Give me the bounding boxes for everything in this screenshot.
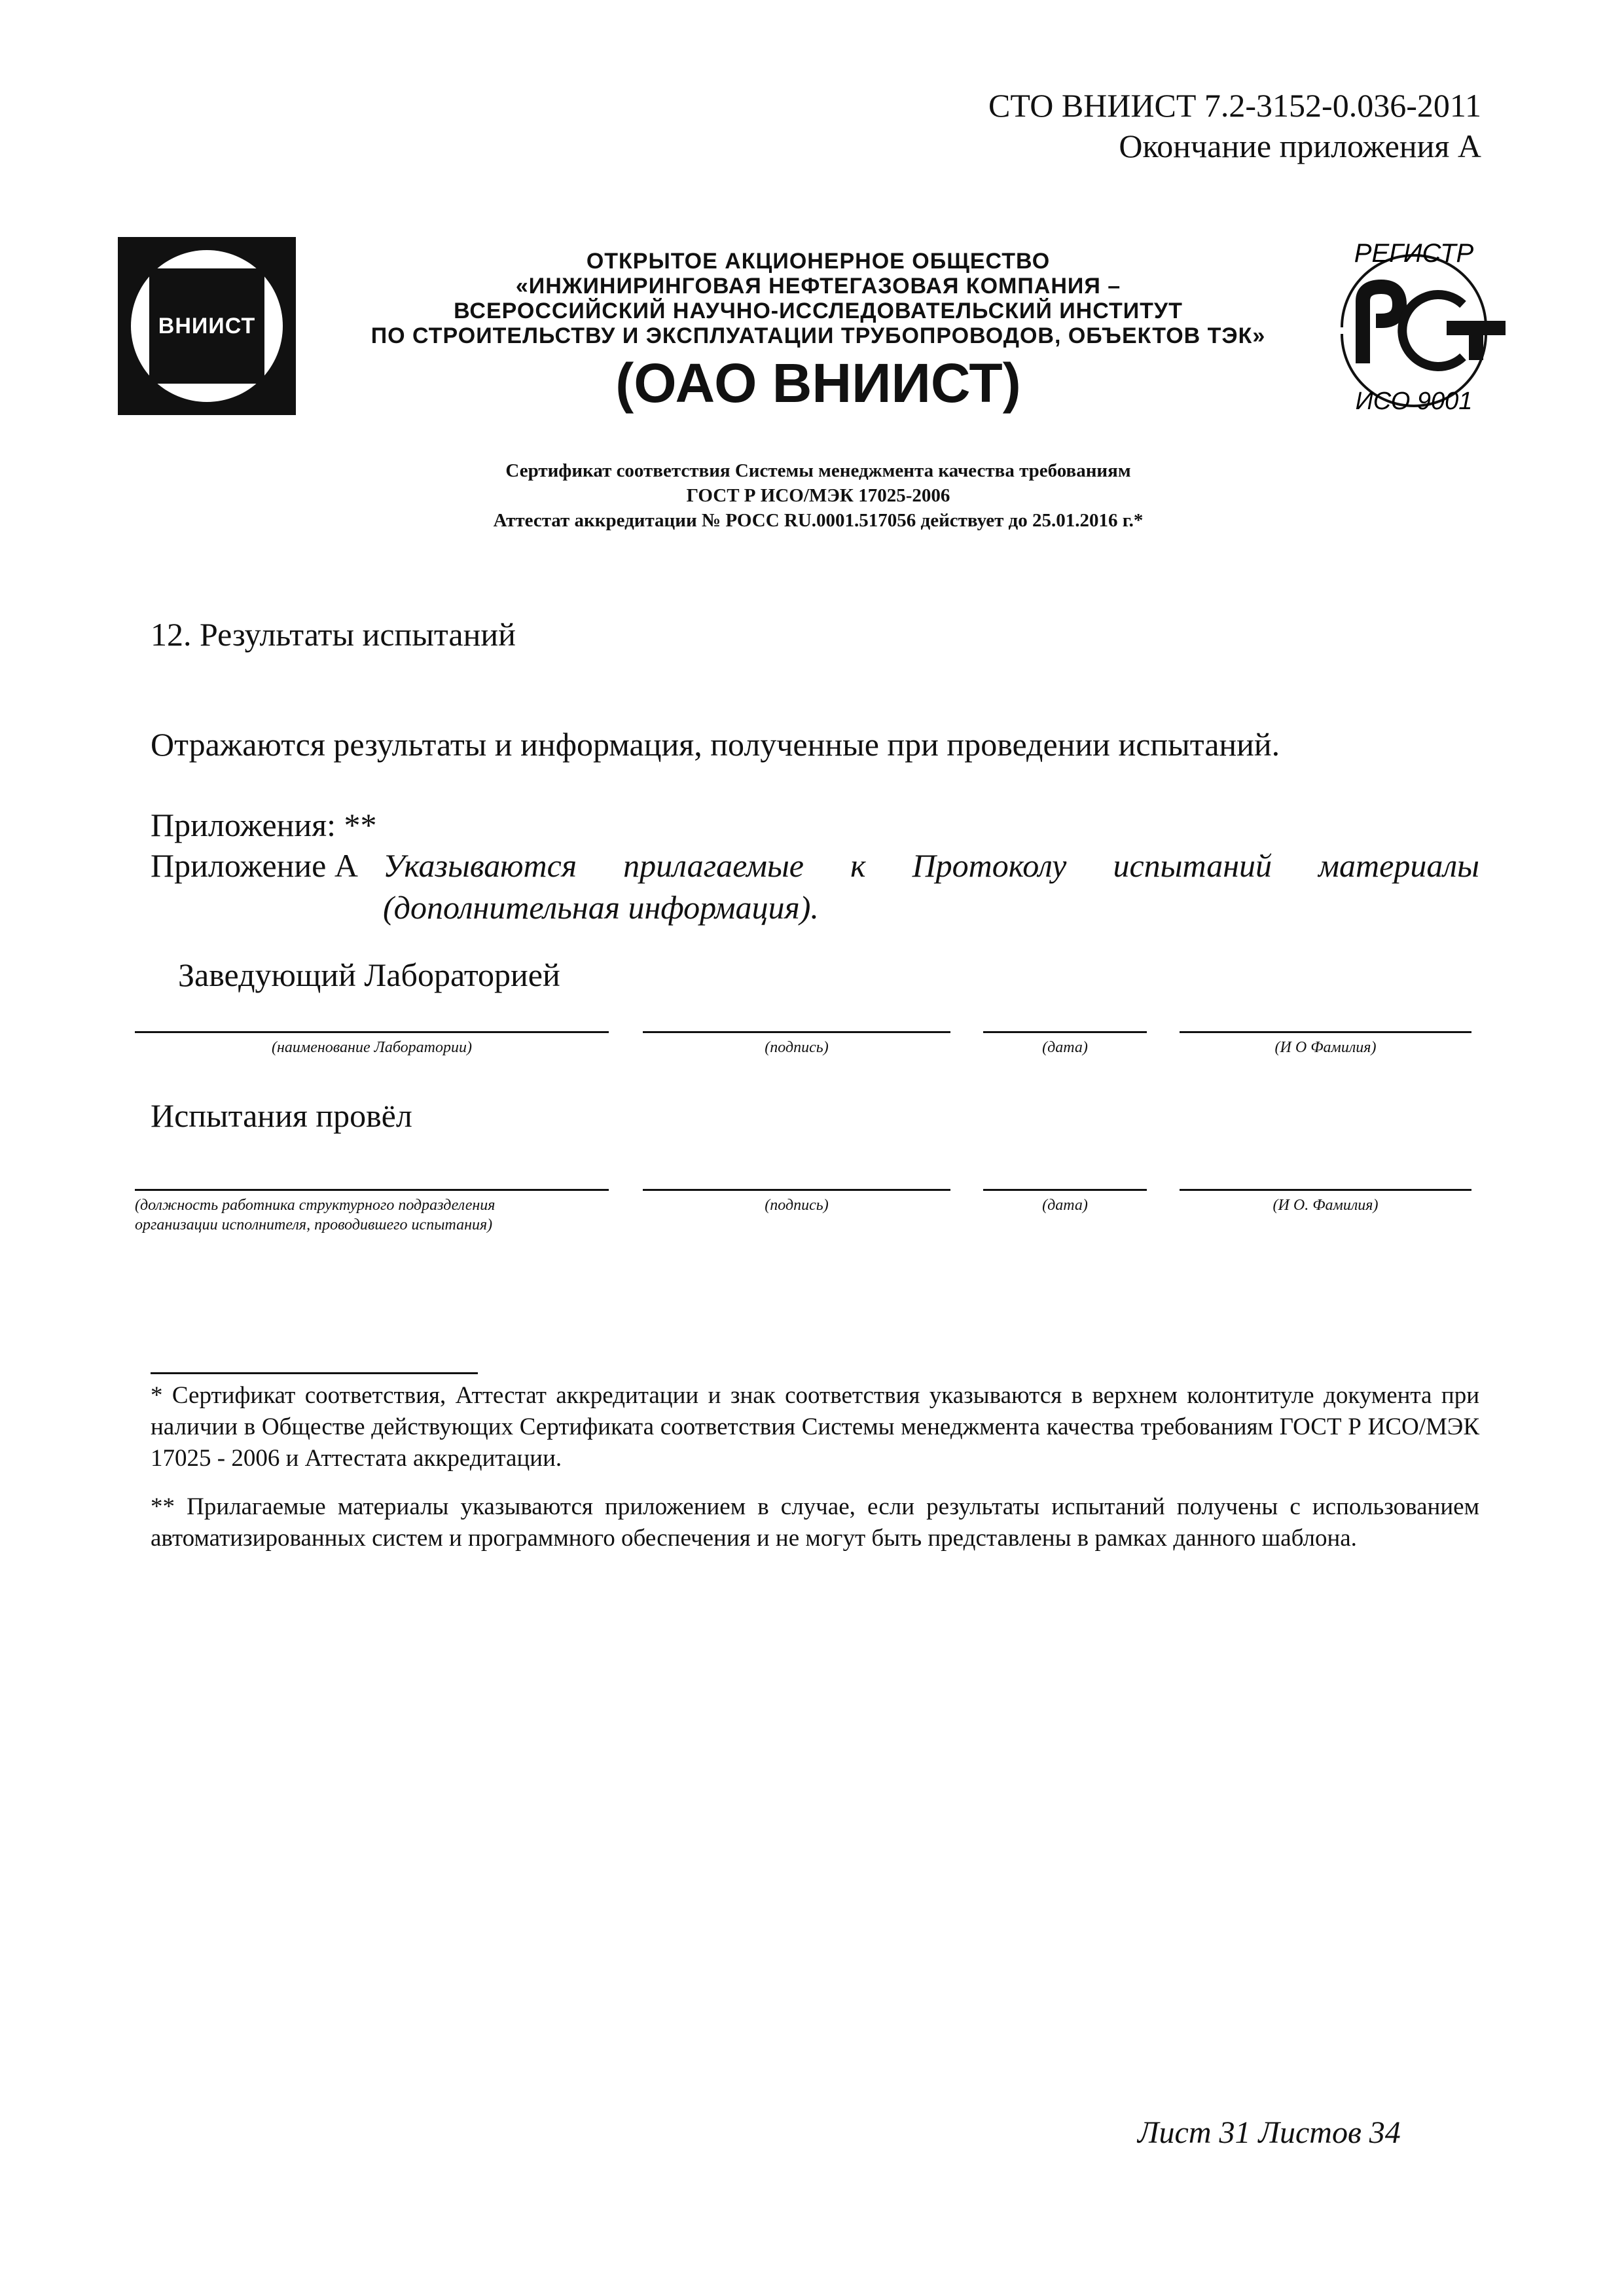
tester-date-line [983, 1189, 1147, 1191]
certificate-line-1: Сертификат соответствия Системы менеджмента качества требованиям [505, 460, 1131, 481]
footnote-1: * Сертификат соответствия, Аттестат аккредитации и знак соответствия указываются в верхнем колонтитуле документа при наличии в Обществе действующих Сертификата соответствия Системы менеджмента качества требованиям ГОСТ Р ИСО/МЭК 17025 - 2006 и Аттестата аккредитации. [151, 1382, 1479, 1472]
lab-head-title: Заведующий Лабораторией [178, 957, 560, 993]
tester-position-caption-line-1: (должность работника структурного подразделения [135, 1197, 496, 1214]
tester-date-caption: (дата) [1042, 1197, 1088, 1214]
tester-fullname-line [1180, 1189, 1471, 1191]
tester-fullname-caption: (И О. Фамилия) [1272, 1197, 1379, 1214]
registry-bottom-text: ИСО 9001 [1355, 388, 1473, 415]
tester-position-caption-line-2: организации исполнителя, проводившего испытания) [135, 1216, 493, 1233]
footnote-2: ** Прилагаемые материалы указываются приложением в случае, если результаты испытаний получены с использованием автоматизированных систем и программного обеспечения и не могут быть представлены в рамках данного шаблона. [151, 1493, 1479, 1552]
lab-fullname-caption: (И О Фамилия) [1274, 1039, 1377, 1056]
tester-signature-caption: (подпись) [765, 1197, 829, 1214]
appendix-a-label: Приложение А [151, 847, 358, 884]
lab-fullname-line [1180, 1031, 1471, 1033]
vniist-logo [118, 237, 296, 415]
lab-signature-caption: (подпись) [765, 1039, 829, 1056]
certificate-line-2: ГОСТ Р ИСО/МЭК 17025-2006 [686, 485, 950, 506]
accreditation-line: Аттестат аккредитации № РОСС RU.0001.517056 действует до 25.01.2016 г.* [493, 510, 1144, 531]
lab-signature-line [643, 1031, 950, 1033]
document-code: СТО ВНИИСТ 7.2-3152-0.036-2011 [988, 87, 1481, 124]
logo-square [149, 268, 264, 384]
logo-text: ВНИИСТ [158, 313, 256, 338]
org-line-1: ОТКРЫТОЕ АКЦИОНЕРНОЕ ОБЩЕСТВО [586, 249, 1051, 274]
tester-position-caption [135, 1195, 609, 1235]
sheet-number: Лист 31 Листов 34 [1138, 2115, 1401, 2150]
appendix-end-label: Окончание приложения А [1119, 128, 1481, 164]
organization-short-name: (ОАО ВНИИСТ) [615, 352, 1021, 414]
results-paragraph: Отражаются результаты и информация, полученные при проведении испытаний. [151, 726, 1280, 763]
certificate-info [340, 458, 1296, 533]
organization-name [340, 249, 1296, 348]
lab-name-caption: (наименование Лаборатории) [272, 1039, 472, 1056]
registry-iso-logo [1316, 229, 1512, 426]
lab-date-line [983, 1031, 1147, 1033]
lab-name-line [135, 1031, 609, 1033]
document-header [988, 85, 1481, 166]
registry-top-text: РЕГИСТР [1354, 239, 1474, 268]
logo-letter-r [1363, 287, 1399, 363]
appendix-a-description: Указываются прилагаемые к Протоколу испытаний материалы (дополнительная информация). [383, 847, 1479, 926]
section-title: 12. Результаты испытаний [151, 616, 516, 653]
tester-title: Испытания провёл [151, 1097, 412, 1134]
org-line-2: «ИНЖИНИРИНГОВАЯ НЕФТЕГАЗОВАЯ КОМПАНИЯ – [515, 274, 1121, 299]
footnote-separator [151, 1372, 478, 1374]
appendices-label: Приложения: ** [151, 807, 377, 843]
lab-date-caption: (дата) [1042, 1039, 1088, 1056]
logo-letter-t-stem [1469, 321, 1483, 360]
tester-position-line [135, 1189, 609, 1191]
org-line-3: ВСЕРОССИЙСКИЙ НАУЧНО-ИССЛЕДОВАТЕЛЬСКИЙ ИНСТИТУТ [454, 299, 1183, 323]
org-line-4: ПО СТРОИТЕЛЬСТВУ И ЭКСПЛУАТАЦИИ ТРУБОПРОВОДОВ, ОБЪЕКТОВ ТЭК» [370, 323, 1266, 348]
tester-signature-line [643, 1189, 950, 1191]
